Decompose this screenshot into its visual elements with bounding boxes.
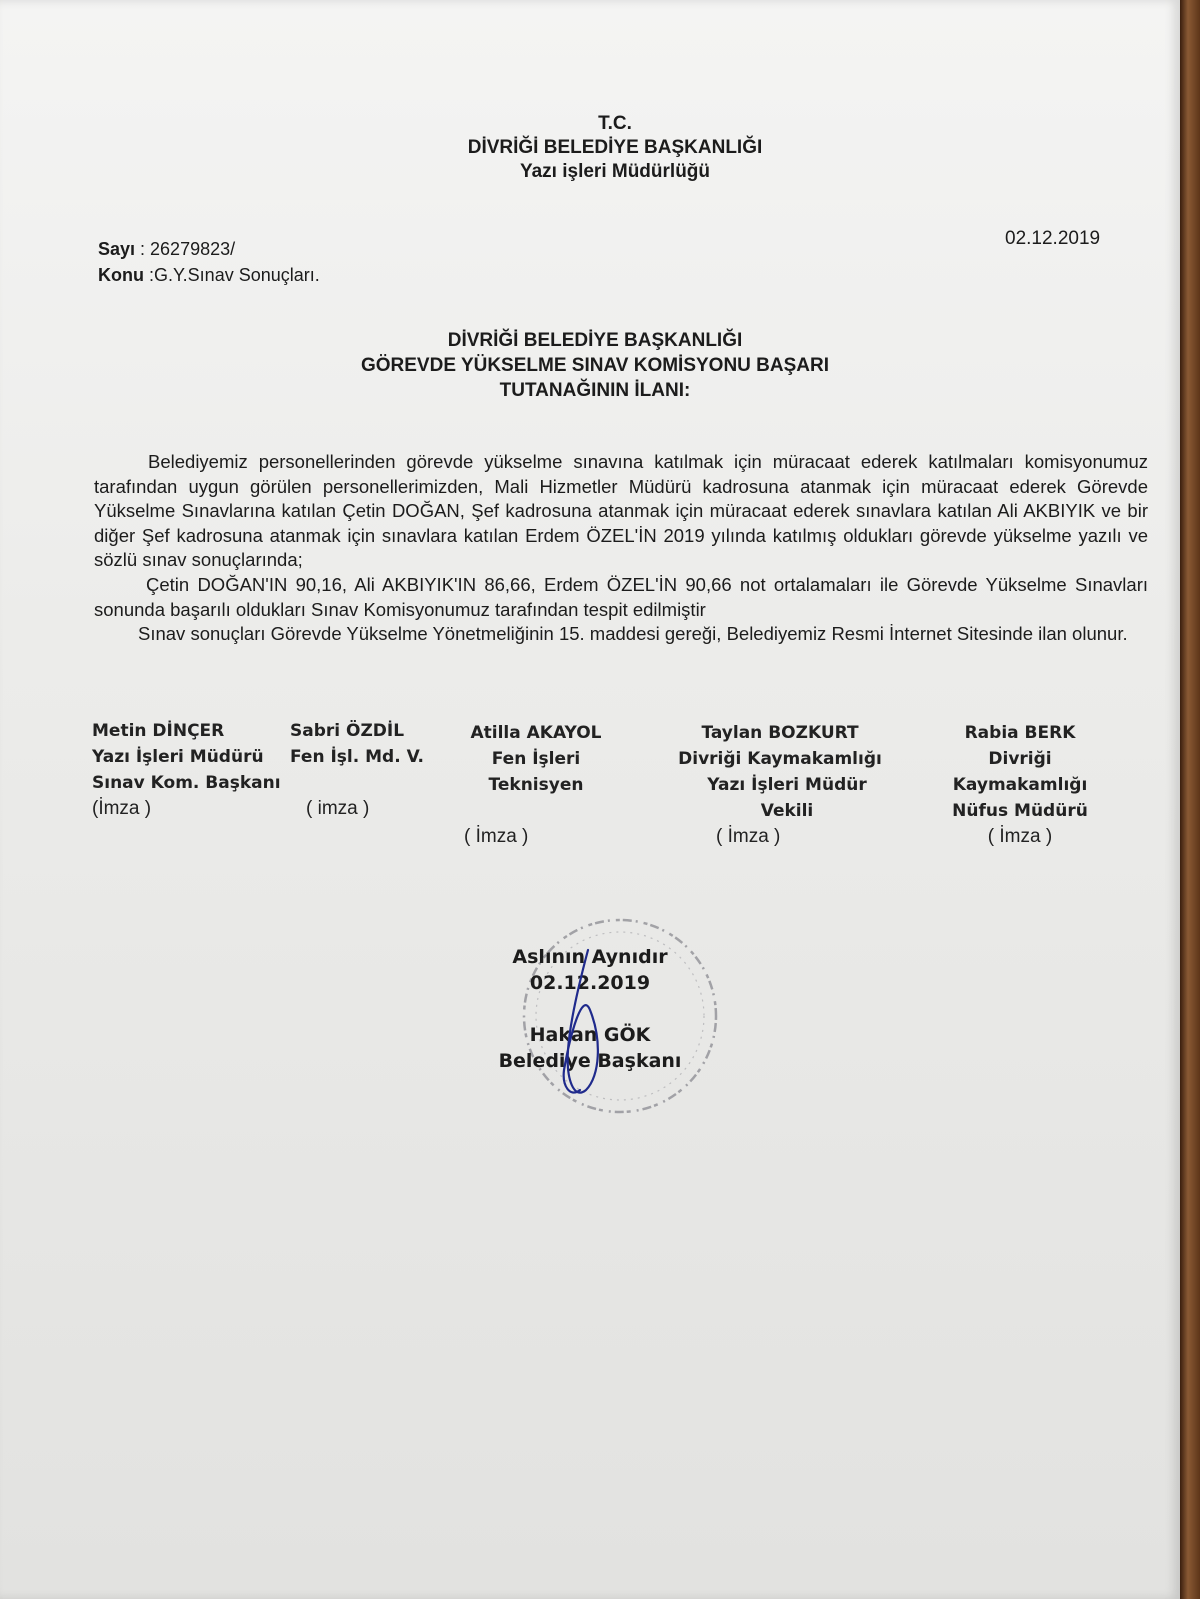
title-line-2: GÖREVDE YÜKSELME SINAV KOMİSYONU BAŞARI: [360, 355, 830, 376]
approval-date: 02.12.2019: [529, 972, 651, 994]
signatory-1: [92, 718, 281, 822]
signatory-name: Sabri ÖZDİL: [290, 721, 405, 741]
signatory-2: [290, 718, 424, 822]
title-line-1: DİVRİĞİ BELEDİYE BAŞKANLIĞI: [447, 330, 743, 351]
approval-title: Belediye Başkanı: [498, 1050, 682, 1072]
signatory-title: Fen İşl. Md. V.: [290, 747, 425, 767]
signatory-4: [668, 720, 892, 850]
title-line-3: TUTANAĞININ İLANI:: [499, 380, 691, 401]
background-table-edge: [1180, 0, 1200, 1599]
signatory-name: Rabia BERK: [964, 723, 1076, 743]
signatory-title: Yazı İşleri Müdürü: [92, 747, 264, 767]
sayi-value: : 26279823/: [135, 239, 236, 259]
signatory-name: Atilla AKAYOL: [470, 723, 602, 743]
signatory-title: Fen İşleri Teknisyen: [488, 749, 584, 795]
konu-label: Konu: [98, 265, 144, 285]
body-paragraph-3: Sınav sonuçları Görevde Yükselme Yönetmeliğinin 15. maddesi gereği, Belediyemiz Resmi İnternet Sitesinde ilan olunur.: [138, 623, 1128, 645]
signatory-name: Metin DİNÇER: [92, 721, 225, 741]
signatory-title-2: Yazı İşleri Müdür Vekili: [707, 775, 867, 821]
signatory-3: [450, 720, 622, 850]
letterhead: [0, 112, 1180, 184]
signatory-imza: (İmza ): [92, 798, 152, 819]
document-body: [94, 450, 1148, 647]
document-date: 02.12.2019: [1005, 228, 1101, 249]
body-paragraph-1: Belediyemiz personellerinden görevde yükselme sınavına katılmak için müracaat ederek katılmaları komisyonumuz tarafından uygun görülen personellerimizden, Mali Hizmetler Müdürü kadrosuna atanmak için müracaat ederek Görevde Yükselme Sınavlarına katılan Çetin DOĞAN, Şef kadrosuna atanmak için müracaat ederek sınavlara katılan Ali AKBIYIK ve bir diğer Şef kadrosuna atanmak için sınavlara katılan Erdem ÖZEL'İN 2019 yılında katılmış oldukları görevde yükselme yazılı ve sözlü sınav sonuçlarında;: [94, 451, 1148, 571]
konu-value: :G.Y.Sınav Sonuçları.: [143, 265, 320, 285]
letterhead-tc: T.C.: [598, 113, 632, 134]
document-title: [0, 328, 1180, 403]
signatory-title-2: Sınav Kom. Başkanı: [92, 773, 281, 793]
signatory-title: Divriği Kaymakamlığı: [678, 749, 882, 769]
signatory-5: [920, 720, 1120, 850]
signatory-title-2: Nüfus Müdürü: [952, 801, 1088, 821]
body-paragraph-2: Çetin DOĞAN'IN 90,16, Ali AKBIYIK'IN 86,66, Erdem ÖZEL'İN 90,66 not ortalamaları ile Görevde Yükselme Sınavları sonunda başarılı oldukları Sınav Komisyonumuz tarafından tespit edilmiştir: [94, 573, 1148, 620]
sayi-label: Sayı: [98, 239, 136, 259]
handwritten-signature: [540, 940, 630, 1110]
letterhead-department: Yazı işleri Müdürlüğü: [519, 161, 711, 182]
signatory-imza: ( imza ): [306, 798, 370, 819]
approval-name: Hakan GÖK: [529, 1024, 651, 1046]
signatory-imza: ( İmza ): [464, 826, 529, 847]
letterhead-institution: DİVRİĞİ BELEDİYE BAŞKANLIĞI: [467, 137, 763, 158]
document-reference: [98, 236, 320, 288]
signatory-imza: ( İmza ): [716, 826, 781, 847]
signatory-name: Taylan BOZKURT: [701, 723, 859, 743]
signatory-imza: ( İmza ): [987, 826, 1053, 847]
signatory-title: Divriği Kaymakamlığı: [952, 749, 1088, 795]
approval-certified: Aslının Aynıdır: [512, 946, 668, 968]
